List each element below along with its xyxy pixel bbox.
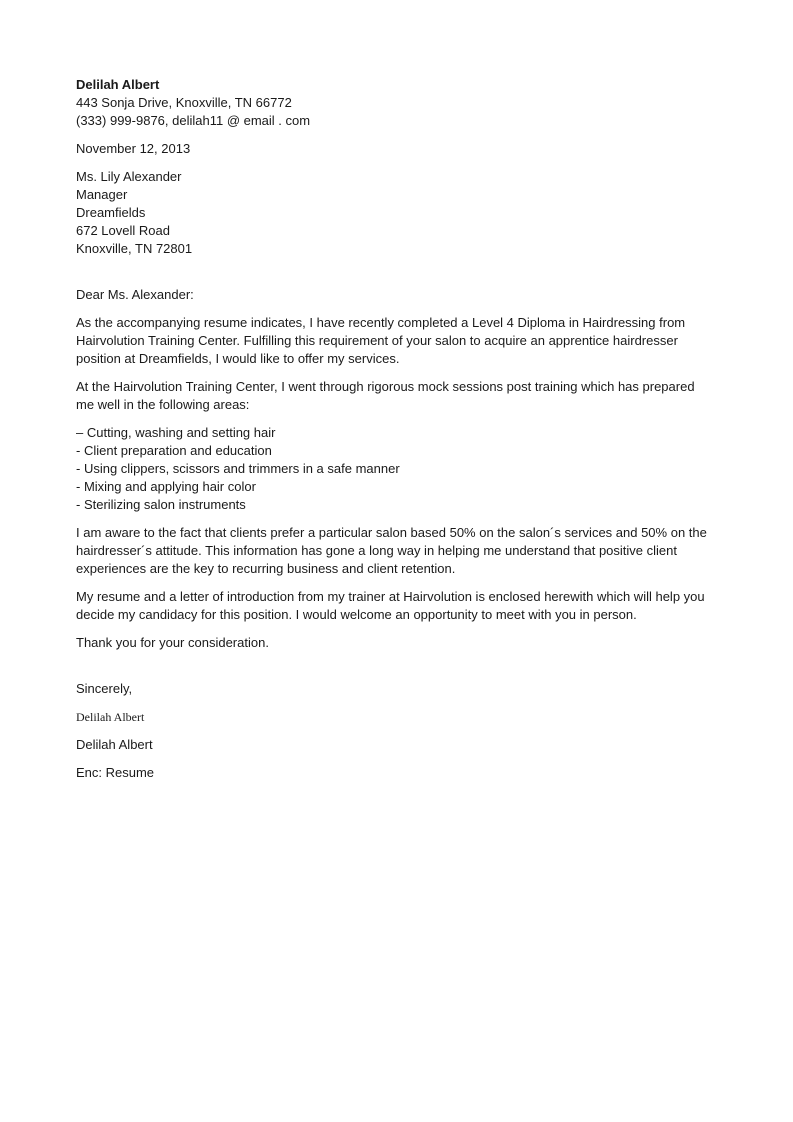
recipient-company: Dreamfields: [76, 205, 146, 220]
sender-contact: (333) 999-9876, delilah11 @ email . com: [76, 113, 311, 128]
sender-address: 443 Sonja Drive, Knoxville, TN 66772: [76, 95, 292, 110]
sender-name: Delilah Albert: [76, 77, 160, 92]
body-paragraph-3: I am aware to the fact that clients prefer a particular salon based 50% on the salon´s services and 50% on the hairdresser´s attitude. This information has gone a long way in helping me understand that positive client experiences are the key to recurring business and client retention.: [76, 525, 707, 576]
thanks-line: Thank you for your consideration.: [76, 635, 269, 650]
sender-block: [76, 76, 716, 130]
enclosure: Enc: Resume: [76, 765, 155, 780]
list-item: – Cutting, washing and setting hair: [76, 425, 276, 440]
letter-date: November 12, 2013: [76, 141, 191, 156]
body-paragraph-2: At the Hairvolution Training Center, I went through rigorous mock sessions post training which has prepared me well in the following areas:: [76, 379, 695, 412]
closing: Sincerely,: [76, 681, 133, 696]
recipient-city: Knoxville, TN 72801: [76, 241, 193, 256]
recipient-name: Ms. Lily Alexander: [76, 169, 182, 184]
salutation: Dear Ms. Alexander:: [76, 287, 194, 302]
signature: Delilah Albert: [76, 710, 145, 724]
body-paragraph-4: My resume and a letter of introduction from my trainer at Hairvolution is enclosed herewith which will help you decide my candidacy for this position. I would welcome an opportunity to meet with you in person.: [76, 589, 705, 622]
skills-list: [76, 424, 716, 514]
list-item: - Sterilizing salon instruments: [76, 497, 246, 512]
recipient-street: 672 Lovell Road: [76, 223, 170, 238]
recipient-block: [76, 168, 716, 258]
list-item: - Mixing and applying hair color: [76, 479, 256, 494]
list-item: - Client preparation and education: [76, 443, 272, 458]
letter-page: [76, 76, 716, 782]
list-item: - Using clippers, scissors and trimmers in a safe manner: [76, 461, 400, 476]
body-paragraph-1: As the accompanying resume indicates, I have recently completed a Level 4 Diploma in Hairdressing from Hairvolution Training Center. Fulfilling this requirement of your salon to acquire an apprentice hairdresser position at Dreamfields, I would like to offer my services.: [76, 315, 686, 366]
typed-name: Delilah Albert: [76, 737, 153, 752]
recipient-title: Manager: [76, 187, 128, 202]
